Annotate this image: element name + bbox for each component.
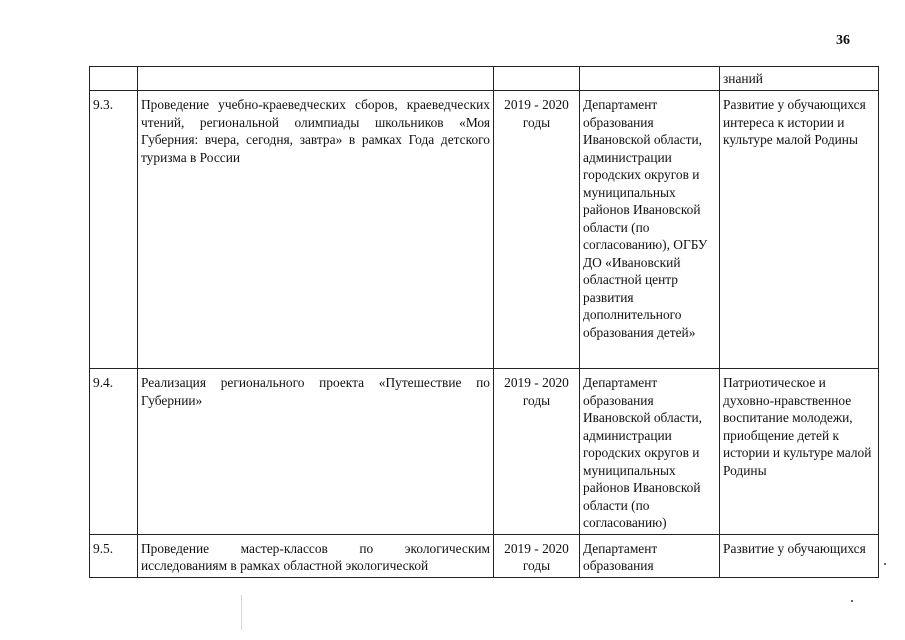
cell-name: Реализация регионального проекта «Путешествие по Губернии» [138, 369, 494, 535]
cell-num: 9.4. [90, 369, 138, 535]
cell-result: знаний [720, 67, 879, 91]
cell-name [138, 67, 494, 91]
cell-executor: Департамент образования Ивановской области, администрации городских округов и муниципальных районов Ивановской области (по согласованию), ОГБУ ДО «Ивановский областной центр развития дополнительного образования детей» [580, 91, 720, 369]
measures-table [89, 66, 879, 578]
scan-speck [851, 600, 853, 602]
table-row-continuation [90, 67, 879, 91]
scan-speck [884, 563, 886, 565]
cell-executor [580, 67, 720, 91]
table-row [90, 91, 879, 369]
cell-executor: Департамент образования Ивановской области, администрации городских округов и муниципальных районов Ивановской области (по согласованию) [580, 369, 720, 535]
cell-term: 2019 - 2020 годы [494, 534, 580, 577]
cell-result: Развитие у обучающихся интереса к истории и культуре малой Родины [720, 91, 879, 369]
cell-num [90, 67, 138, 91]
cell-result: Развитие у обучающихся [720, 534, 879, 577]
cell-name: Проведение мастер-классов по экологическим исследованиям в рамках областной экологической [138, 534, 494, 577]
page-number: 36 [836, 33, 850, 48]
cell-num: 9.3. [90, 91, 138, 369]
table-row [90, 534, 879, 577]
cell-executor: Департамент образования [580, 534, 720, 577]
cell-term: 2019 - 2020 годы [494, 91, 580, 369]
scan-artifact [241, 595, 242, 630]
cell-result: Патриотическое и духовно-нравственное воспитание молодежи, приобщение детей к истории и культуре малой Родины [720, 369, 879, 535]
cell-num: 9.5. [90, 534, 138, 577]
cell-term [494, 67, 580, 91]
cell-name: Проведение учебно-краеведческих сборов, краеведческих чтений, региональной олимпиады школьников «Моя Губерния: вчера, сегодня, завтра» в рамках Года детского туризма в России [138, 91, 494, 369]
table-row [90, 369, 879, 535]
cell-term: 2019 - 2020 годы [494, 369, 580, 535]
